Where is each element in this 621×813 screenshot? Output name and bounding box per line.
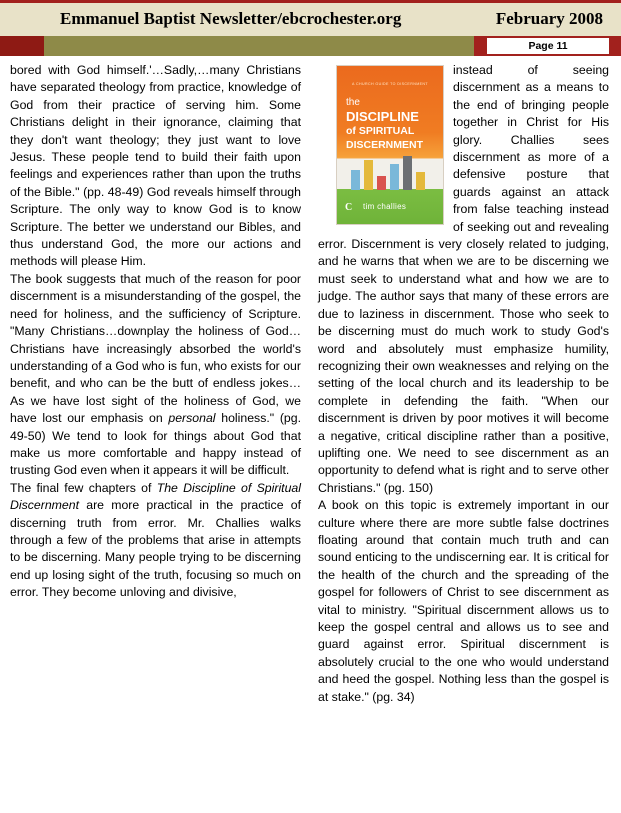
paragraph-text-tail: holiness." (pg. 49-50) We tend to look for things about God that make us more comfortable and happy instead of trusting God even when it appears it will be difficult. xyxy=(10,411,302,478)
cover-bar xyxy=(351,170,360,190)
header-accent-middle xyxy=(44,36,474,56)
paragraph xyxy=(10,271,301,480)
paragraph: bored with God himself.'…Sadly,…many Christians have separated theology from practice, knowledge of God from their practice of serving him. Some Christians delight in their ignorance, claiming that they don't want theology; they just want to love Jesus. These people tend to build their faith upon feelings and experiences rather than upon the truths of the Bible." (pp. 48-49) God reveals himself through Scripture. The only way to know God is to know Scripture. The better we understand our Bibles, and thus understand God, the more our actions and methods will please Him. xyxy=(10,63,301,269)
issue-date: February 2008 xyxy=(495,9,603,28)
emphasis-book-title: The Discipline of Spiritual Discernment xyxy=(10,480,302,513)
emphasis-personal: personal xyxy=(168,411,216,426)
paragraph-head: The final few chapters of xyxy=(10,480,157,495)
paragraph: A book on this topic is extremely important in our culture where there are more subtle false doctrines floating around that contain much truth and can sound enticing to the undiscerning ear. It is critical for the health of the church and the spreading of the gospel for followers of Christ to see discernment as vital to ministry. "Spiritual discernment allows us to keep the gospel central and allows us to see and guard against error. Spiritual discernment is absolutely crucial to the one who would understand and heed the gospel. Nothing less than the gospel is at stake." (pg. 34) xyxy=(318,498,609,704)
paragraph: instead of seeing discernment as a means to the end of bringing people together in Christ for His glory. Challies sees discernment as more of a defensive posture that guards against an attack from false teaching instead of seeking out and revealing error. Discernment is very closely related to judging, and he warns that when we are to be discerning we must seek to understand what and how we are to judge. The author says that many of these errors are due to laziness in discernment. Those who seek to be discerning must do much work to study God's word and absolutely must emphasize humility, recognizing their own weaknesses and relying on the setting of the local church and its leadership to be complete in defending the faith. "When our discernment is driven by poor motives it will become a negative, critical discipline rather than a positive, uplifting one. We need to see discernment as an opportunity to defend what is right and to serve other Christians." (pg. 150) xyxy=(318,63,609,495)
book-cover-title-the: the xyxy=(346,97,360,108)
book-cover-title-word1: DISCIPLINE xyxy=(346,109,419,124)
cover-bar xyxy=(390,164,399,190)
page-number-badge: Page 11 xyxy=(487,38,609,54)
cover-bar xyxy=(403,156,412,190)
book-cover-bars-graphic xyxy=(347,154,435,190)
book-cover-image xyxy=(336,65,444,225)
article-body xyxy=(0,62,621,807)
cover-bar xyxy=(377,176,386,190)
header-spacer xyxy=(0,56,621,60)
book-cover-author: tim challies xyxy=(363,201,407,211)
header-accent-left xyxy=(0,36,44,56)
book-cover-tagline: A CHURCH GUIDE TO DISCERNMENT xyxy=(352,82,428,86)
paragraph-tail: are more practical in the practice of discerning truth from error. Mr. Challies walks through a few of the problems that arise in attempts to be discerning. Many people trying to be discerning end up losing sight of the truth, focusing so much on error. They become unloving and divisive, xyxy=(10,498,301,600)
paragraph-text: The book suggests that much of the reason for poor discernment is a misunderstanding of the gospel, the need for holiness, and the sufficiency of Scripture. "Many Christians…downplay the holiness of God…Christians have increasingly absorbed the world's understanding of a God who is fun, who exists for our benefit, and who can be the butt of endless jokes…As we have lost sight of the holiness of God, we have lost our emphasis on xyxy=(10,271,301,426)
left-column xyxy=(10,62,301,602)
book-cover-title-word3: DISCERNMENT xyxy=(346,139,424,151)
paragraph xyxy=(10,480,301,602)
page-title: Emmanuel Baptist Newsletter/ebcrochester.org xyxy=(60,9,402,28)
header-band xyxy=(0,0,621,39)
book-cover-title-word2: of SPIRITUAL xyxy=(346,125,415,137)
cover-bar xyxy=(416,172,425,190)
publisher-logo: C xyxy=(345,201,353,213)
book-cover-title xyxy=(346,96,434,152)
cover-bar xyxy=(364,160,373,190)
right-column xyxy=(318,62,609,706)
